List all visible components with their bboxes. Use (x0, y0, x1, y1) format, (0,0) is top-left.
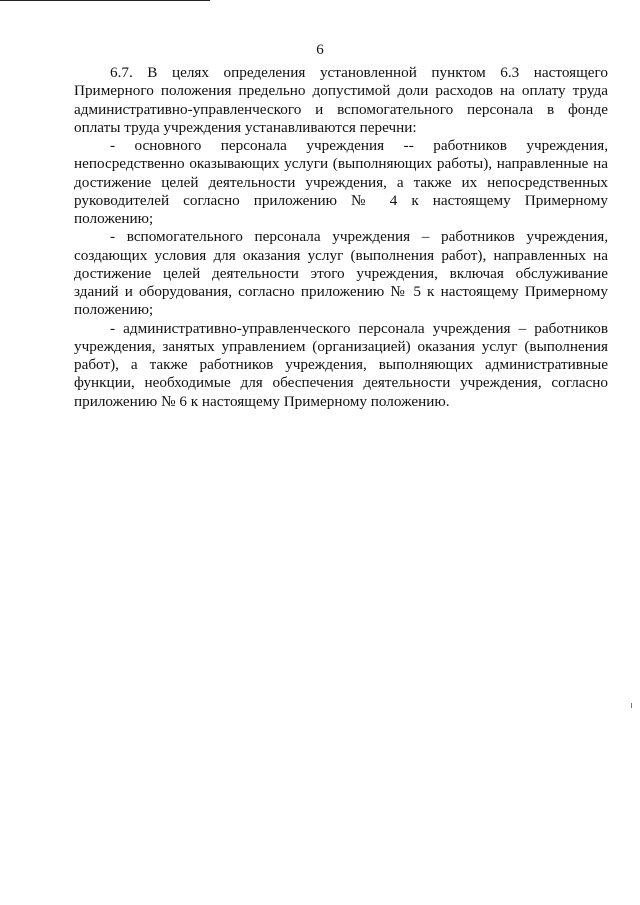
page-number: 6 (316, 42, 324, 58)
list-item-main-staff: - основного персонала учреждения -- работников учреждения, непосредственно оказывающих услуги (выполняющих работы), направленные на достижение целей деятельности учреждения, а также их непосредственных руководителей согласно приложению № 4 к настоящему Примерному положению; (74, 137, 608, 227)
list-item-admin-staff: - административно-управленческого персонала учреждения – работников учреждения, занятых управлением (организацией) оказания услуг (выполнения работ), а также работников учреждения, выполняющих административные функции, необходимые для обеспечения деятельности учреждения, согласно приложению № 6 к настоящему Примерному положению. (74, 319, 608, 410)
list-item-support-staff: - вспомогательного персонала учреждения – работников учреждения, создающих условия для оказания услуг (выполнения работ), направленных на достижение целей деятельности этого учреждения, включая обслуживание зданий и оборудования, согласно приложению № 5 к настоящему Примерному положению; (74, 228, 608, 319)
header-rule (0, 0, 210, 1)
scan-mark (631, 703, 632, 708)
document-body (74, 64, 608, 411)
paragraph-6-7-intro: 6.7. В целях определения установленной пунктом 6.3 настоящего Примерного положения предельно допустимой доли расходов на оплату труда административно-управленческого и вспомогательного персонала в фонде оплаты труда учреждения устанавливаются перечни: (74, 64, 608, 136)
